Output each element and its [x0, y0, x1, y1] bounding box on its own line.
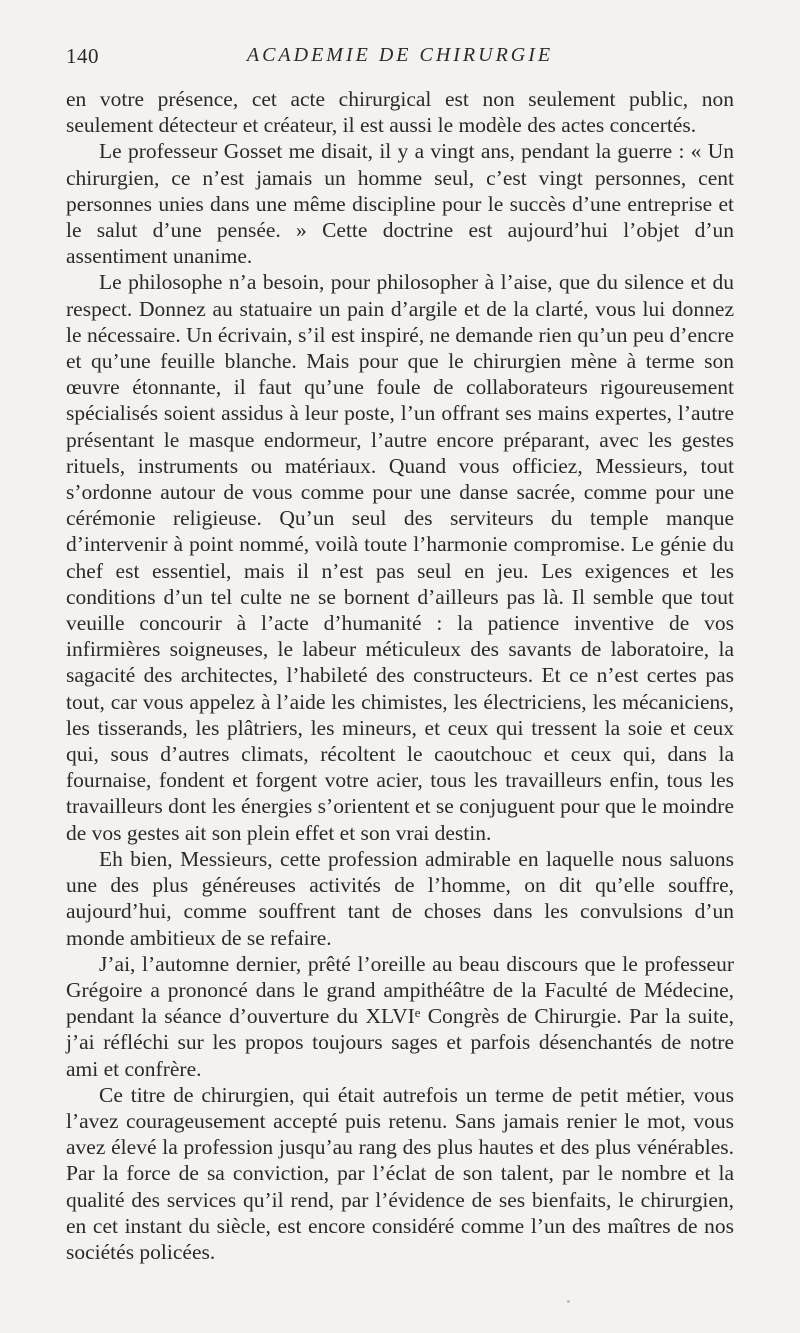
- paragraph: J’ai, l’automne dernier, prêté l’oreille au beau discours que le professeur Grégoire a prononcé dans le grand ampithéâtre de la Faculté de Médecine, pendant la séance d’ouverture du XLVIᵉ Congrès de Chirurgie. Par la suite, j’ai réfléchi sur les propos toujours sages et parfois désenchantés de notre ami et confrère.: [66, 951, 734, 1081]
- running-head: ACADEMIE DE CHIRURGIE: [246, 44, 554, 66]
- paragraph: Le professeur Gosset me disait, il y a vingt ans, pendant la guerre : « Un chirurgien, ce n’est jamais un homme seul, c’est vingt personnes, cent personnes unies dans une même discipline pour le succès d’une entreprise et le salut d’une pensée. » Cette doctrine est aujourd’hui l’objet d’un assentiment unanime.: [66, 139, 734, 269]
- paper-speck: [567, 1300, 570, 1303]
- paragraph: Ce titre de chirurgien, qui était autrefois un terme de petit métier, vous l’avez courageusement accepté puis retenu. Sans jamais renier le mot, vous avez élevé la profession jusqu’au rang des plus hautes et des plus vénérables. Par la force de sa conviction, par l’éclat de son talent, par le nombre et la qualité des services qu’il rend, par l’évidence de ses bienfaits, le chirurgien, en cet instant du siècle, est encore considéré comme l’un des maîtres de nos sociétés policées.: [66, 1082, 734, 1264]
- paragraph: Eh bien, Messieurs, cette profession admirable en laquelle nous saluons une des plus généreuses activités de l’homme, on dit qu’elle souffre, aujourd’hui, comme souffrent tant de choses dans les convulsions d’un monde ambitieux de se refaire.: [66, 846, 734, 950]
- paragraph: en votre présence, cet acte chirurgical est non seulement public, non seulement détecteur et créateur, il est aussi le modèle des actes concertés.: [66, 87, 734, 138]
- body-text: [66, 86, 734, 1265]
- paragraph: Le philosophe n’a besoin, pour philosopher à l’aise, que du silence et du respect. Donnez au statuaire un pain d’argile et de la clarté, vous lui donnez le nécessaire. Un écrivain, s’il est inspiré, ne demande rien qu’un peu d’encre et qu’une feuille blanche. Mais pour que le chirurgien mène à terme son œuvre étonnante, il faut qu’une foule de collaborateurs rigoureusement spécialisés soient assidus à leur poste, l’un offrant ses mains expertes, l’autre présentant le masque endormeur, l’autre encore préparant, avec les gestes rituels, instruments ou matériaux. Quand vous officiez, Messieurs, tout s’ordonne autour de vous comme pour une danse sacrée, comme pour une cérémonie religieuse. Qu’un seul des serviteurs du temple manque d’intervenir à point nommé, voilà toute l’harmonie compromise. Le génie du chef est essentiel, mais il n’est pas seul en jeu. Les exigences et les conditions d’un tel culte ne se bornent d’ailleurs pas là. Il semble que tout veuille concourir à l’acte d’humanité : la patience inventive de vos infirmières soigneuses, le labeur méticuleux des savants de laboratoire, la sagacité des architectes, l’habileté des constructeurs. Et ce n’est certes pas tout, car vous appelez à l’aide les chimistes, les électriciens, les mécaniciens, les tisserands, les plâtriers, les mineurs, et ceux qui tressent la soie et ceux qui, sous d’autres climats, récoltent le caoutchouc et ceux qui, dans la fournaise, fondent et forgent votre acier, tous les travailleurs enfin, tous les travailleurs dont les énergies s’orientent et se conjuguent pour que le moindre de vos gestes ait son plein effet et son vrai destin.: [66, 270, 734, 845]
- page-header: [66, 44, 734, 74]
- page-number: 140: [66, 44, 99, 68]
